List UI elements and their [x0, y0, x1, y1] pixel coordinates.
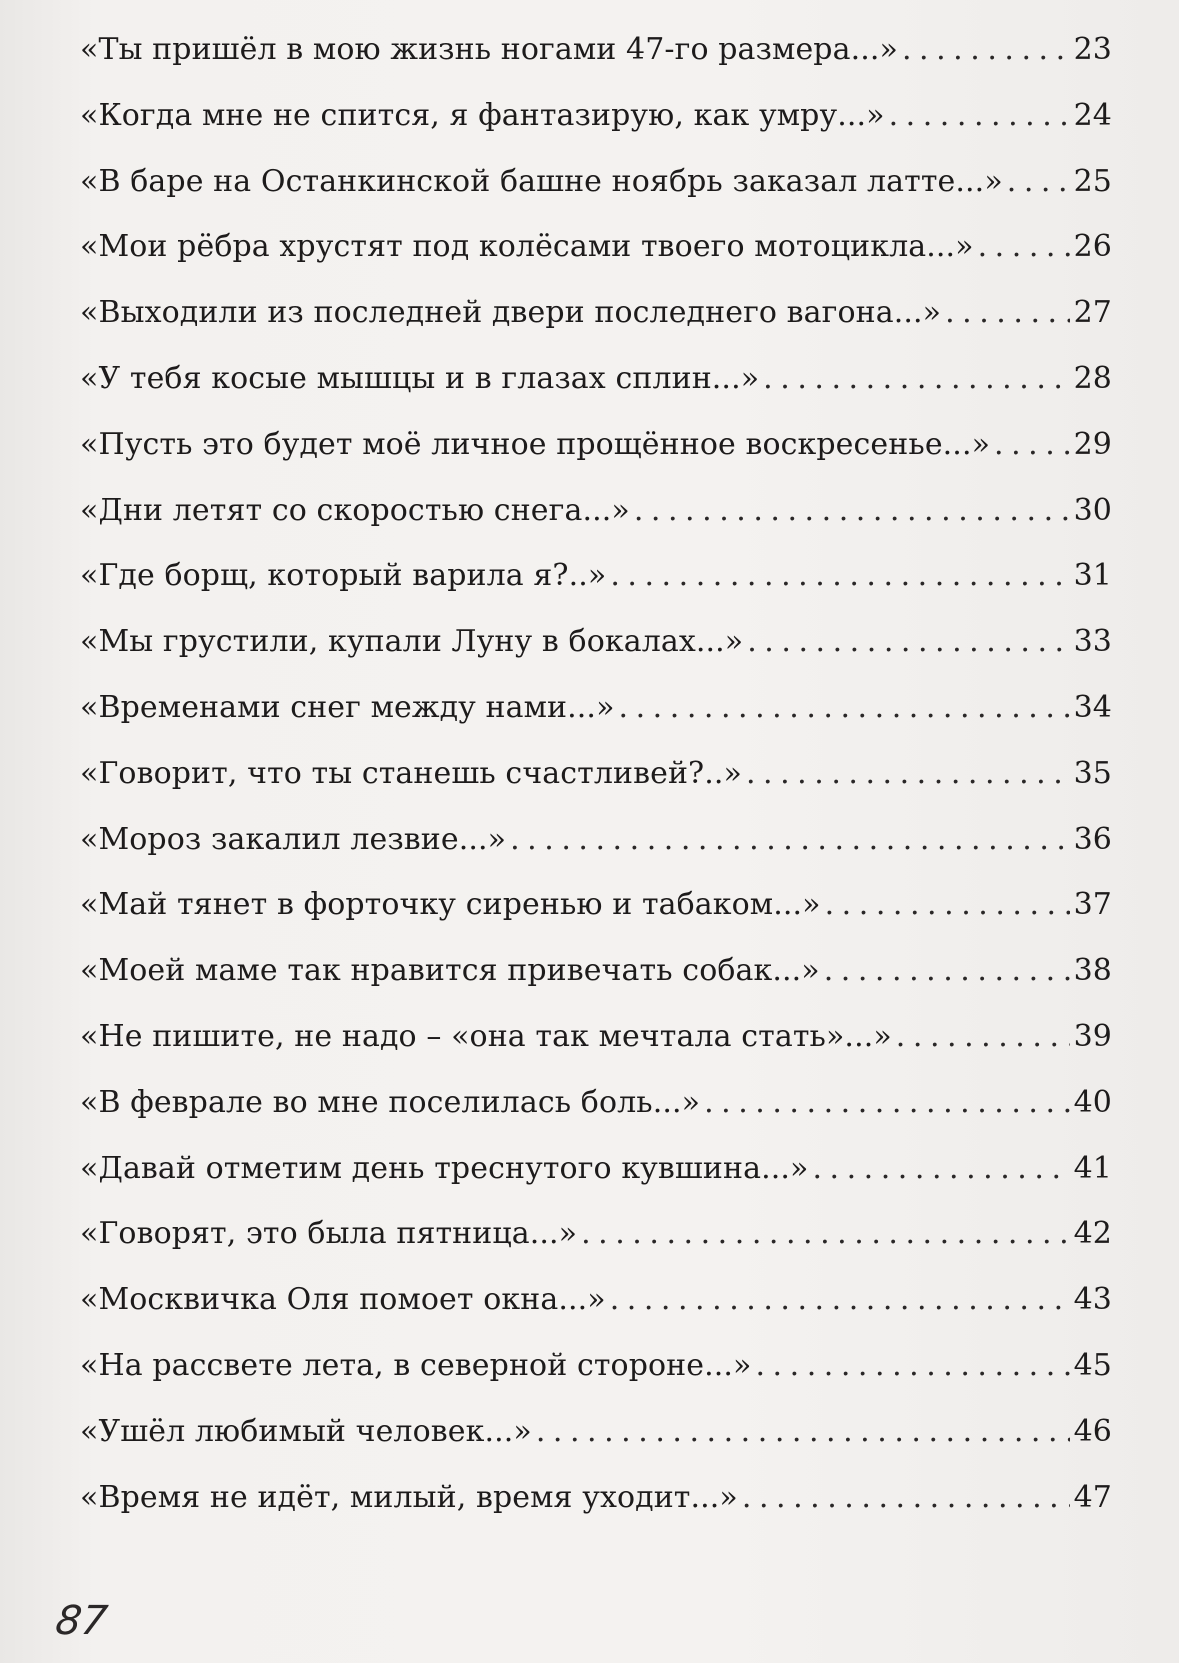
dot-leader	[824, 953, 1070, 988]
dot-leader	[763, 361, 1069, 396]
toc-entry	[80, 558, 1112, 624]
toc-entry-title: «На рассвете лета, в северной стороне...»	[80, 1347, 752, 1383]
toc-entry	[80, 1019, 1112, 1085]
toc-entry-page-number: 41	[1073, 1150, 1112, 1186]
dot-leader	[634, 493, 1070, 528]
toc-entry	[80, 1151, 1112, 1217]
toc-entry	[80, 229, 1112, 295]
dot-leader	[610, 1282, 1070, 1317]
toc-entry-page-number: 27	[1073, 295, 1112, 331]
toc-entry-title: «Где борщ, который варила я?..»	[80, 558, 607, 594]
toc-entry	[80, 427, 1112, 493]
dot-leader	[825, 887, 1070, 922]
toc-entry	[80, 1282, 1112, 1348]
toc-entry-title: «Москвичка Оля помоет окна...»	[80, 1282, 606, 1318]
toc-entry-title: «Временами снег между нами...»	[80, 689, 615, 725]
toc-entry-title: «Ушёл любимый человек...»	[80, 1413, 532, 1449]
toc-entry	[80, 887, 1112, 953]
dot-leader	[812, 1151, 1069, 1186]
dot-leader	[978, 229, 1070, 264]
toc-entry-title: «Выходили из последней двери последнего вагона...»	[80, 295, 942, 331]
toc-entry-page-number: 42	[1073, 1216, 1112, 1252]
table-of-contents	[80, 32, 1112, 1545]
toc-entry-page-number: 46	[1073, 1413, 1112, 1449]
dot-leader	[536, 1414, 1070, 1449]
toc-entry-page-number: 30	[1073, 492, 1112, 528]
toc-entry	[80, 164, 1112, 230]
toc-entry-page-number: 39	[1073, 1018, 1112, 1054]
toc-entry	[80, 690, 1112, 756]
toc-entry-title: «Говорит, что ты станешь счастливей?..»	[80, 755, 742, 791]
dot-leader	[889, 98, 1070, 133]
dot-leader	[581, 1216, 1070, 1251]
toc-entry-page-number: 33	[1073, 624, 1112, 660]
dot-leader	[704, 1085, 1070, 1120]
toc-entry-title: «Мои рёбра хрустят под колёсами твоего мотоцикла...»	[80, 229, 974, 265]
toc-entry	[80, 98, 1112, 164]
toc-entry-page-number: 43	[1073, 1282, 1112, 1318]
toc-entry-page-number: 23	[1073, 32, 1112, 67]
toc-entry	[80, 493, 1112, 559]
dot-leader	[610, 558, 1069, 593]
toc-entry-page-number: 45	[1073, 1347, 1112, 1383]
toc-entry-title: «Не пишите, не надо – «она так мечтала стать»...»	[80, 1018, 892, 1054]
toc-entry-title: «В баре на Останкинской башне ноябрь заказал латте...»	[80, 163, 1003, 199]
dot-leader	[619, 690, 1070, 725]
toc-entry	[80, 1348, 1112, 1414]
toc-entry-title: «Давай отметим день треснутого кувшина...»	[80, 1150, 809, 1186]
toc-entry-page-number: 28	[1073, 360, 1112, 396]
toc-entry	[80, 624, 1112, 690]
toc-entry-page-number: 36	[1073, 821, 1112, 857]
toc-entry-title: «Мы грустили, купали Луну в бокалах...»	[80, 624, 744, 660]
toc-entry-page-number: 40	[1073, 1084, 1112, 1120]
toc-entry-page-number: 47	[1073, 1479, 1112, 1515]
dot-leader	[896, 1019, 1070, 1054]
toc-entry	[80, 32, 1112, 98]
dot-leader	[746, 756, 1070, 791]
toc-entry-page-number: 35	[1073, 755, 1112, 791]
dot-leader	[994, 427, 1070, 462]
toc-entry-title: «Пусть это будет моё личное прощённое воскресенье...»	[80, 426, 991, 462]
page-number: 87	[52, 1598, 111, 1644]
toc-entry-title: «Когда мне не спится, я фантазирую, как умру...»	[80, 97, 885, 133]
toc-entry-page-number: 31	[1073, 558, 1112, 594]
toc-entry-title: «В феврале во мне поселилась боль...»	[80, 1084, 701, 1120]
toc-entry	[80, 822, 1112, 888]
dot-leader	[755, 1348, 1069, 1383]
toc-entry	[80, 1480, 1112, 1546]
toc-entry-title: «Мороз закалил лезвие...»	[80, 821, 507, 857]
dot-leader	[747, 624, 1069, 659]
toc-entry-title: «У тебя косые мышцы и в глазах сплин...»	[80, 360, 760, 396]
toc-entry	[80, 1414, 1112, 1480]
toc-entry	[80, 295, 1112, 361]
toc-entry-page-number: 25	[1073, 163, 1112, 199]
toc-entry-page-number: 26	[1073, 229, 1112, 265]
toc-entry-title: «Ты пришёл в мою жизнь ногами 47-го размера...»	[80, 32, 898, 67]
toc-entry	[80, 1216, 1112, 1282]
toc-entry-page-number: 29	[1073, 426, 1112, 462]
toc-entry-title: «Дни летят со скоростью снега...»	[80, 492, 630, 528]
dot-leader	[945, 295, 1070, 330]
dot-leader	[510, 822, 1070, 857]
toc-entry	[80, 1085, 1112, 1151]
toc-entry-title: «Время не идёт, милый, время уходит...»	[80, 1479, 738, 1515]
toc-entry-page-number: 24	[1073, 97, 1112, 133]
toc-entry-title: «Май тянет в форточку сиренью и табаком...»	[80, 887, 821, 923]
toc-entry-title: «Говорят, это была пятница...»	[80, 1216, 578, 1252]
dot-leader	[902, 32, 1070, 67]
toc-entry	[80, 361, 1112, 427]
dot-leader	[1007, 164, 1070, 199]
toc-entry-title: «Моей маме так нравится привечать собак...»	[80, 953, 820, 989]
dot-leader	[742, 1480, 1070, 1515]
toc-entry	[80, 756, 1112, 822]
toc-entry	[80, 953, 1112, 1019]
toc-entry-page-number: 37	[1073, 887, 1112, 923]
toc-entry-page-number: 38	[1073, 953, 1112, 989]
toc-entry-page-number: 34	[1073, 689, 1112, 725]
